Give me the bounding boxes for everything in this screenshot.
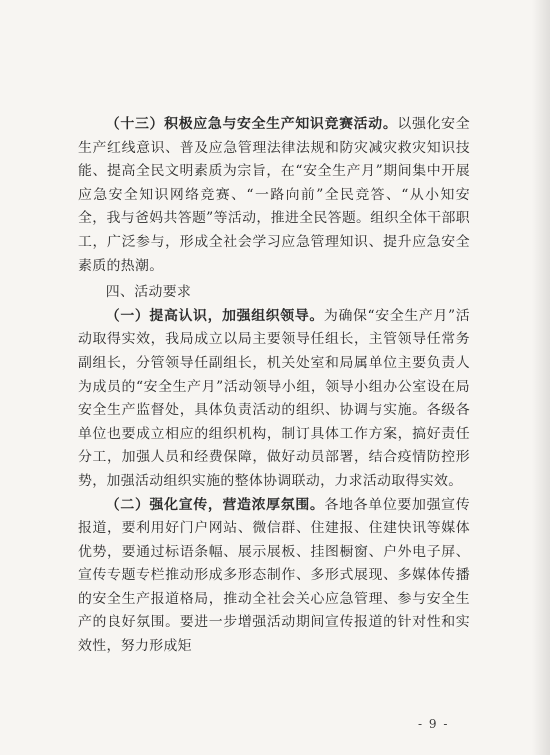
requirement-one-lead: （一）提高认识，加强组织领导。 bbox=[105, 307, 324, 324]
requirement-two-lead: （二）强化宣传，营造浓厚氛围。 bbox=[105, 496, 325, 513]
paragraph-thirteen-text: 以强化安全生产红线意识、普及应急管理法律法规和防灾减灾救灾知识技能、提高全民文明素质为宗旨，在“安全生产月”期间集中开展应急安全知识网络竞赛、“一路向前”全民竞答、“从小知安全，我与爸妈共答题”等活动，推进全民答题。组织全体干部职工，广泛参与，形成全社会学习应急管理知识、提升应急安全素质的热潮。 bbox=[78, 116, 470, 274]
scan-edge-shadow bbox=[532, 0, 550, 755]
requirement-two-text: 各地各单位要加强宣传报道，要利用好门户网站、微信群、住建报、住建快讯等媒体优势，要通过标语条幅、展示展板、挂图橱窗、户外电子屏、宣传专题专栏推动形成多形态制作、多形式展现、多媒体传播的安全生产报道格局，推动全社会关心应急管理、参与安全生产的良好氛围。要进一步增强活动期间宣传报道的针对性和实效性，努力形成矩 bbox=[78, 496, 470, 655]
document-body bbox=[78, 113, 470, 659]
requirement-one bbox=[78, 305, 470, 494]
paragraph-thirteen-lead: （十三）积极应急与安全生产知识竞赛活动。 bbox=[105, 116, 398, 132]
paragraph-thirteen bbox=[78, 113, 470, 278]
page-number: - 9 - bbox=[418, 717, 449, 731]
section-heading: 四、活动要求 bbox=[105, 284, 192, 301]
requirement-two bbox=[78, 494, 470, 659]
requirement-one-text: 为确保“安全生产月”活动取得实效，我局成立以局主要领导任组长，主管领导任常务副组长，分管领导任副组长，机关处室和局属单位主要负责人为成员的“安全生产月”活动领导小组，领导小组办公室设在局安全生产监督处，具体负责活动的组织、协调与实施。各级各单位也要成立相应的组织机构，制订具体工作方案，搞好责任分工，加强人员和经费保障，做好动员部署，结合疫情防控形势，加强活动组织实施的整体协调联动，力求活动取得实效。 bbox=[78, 307, 470, 489]
